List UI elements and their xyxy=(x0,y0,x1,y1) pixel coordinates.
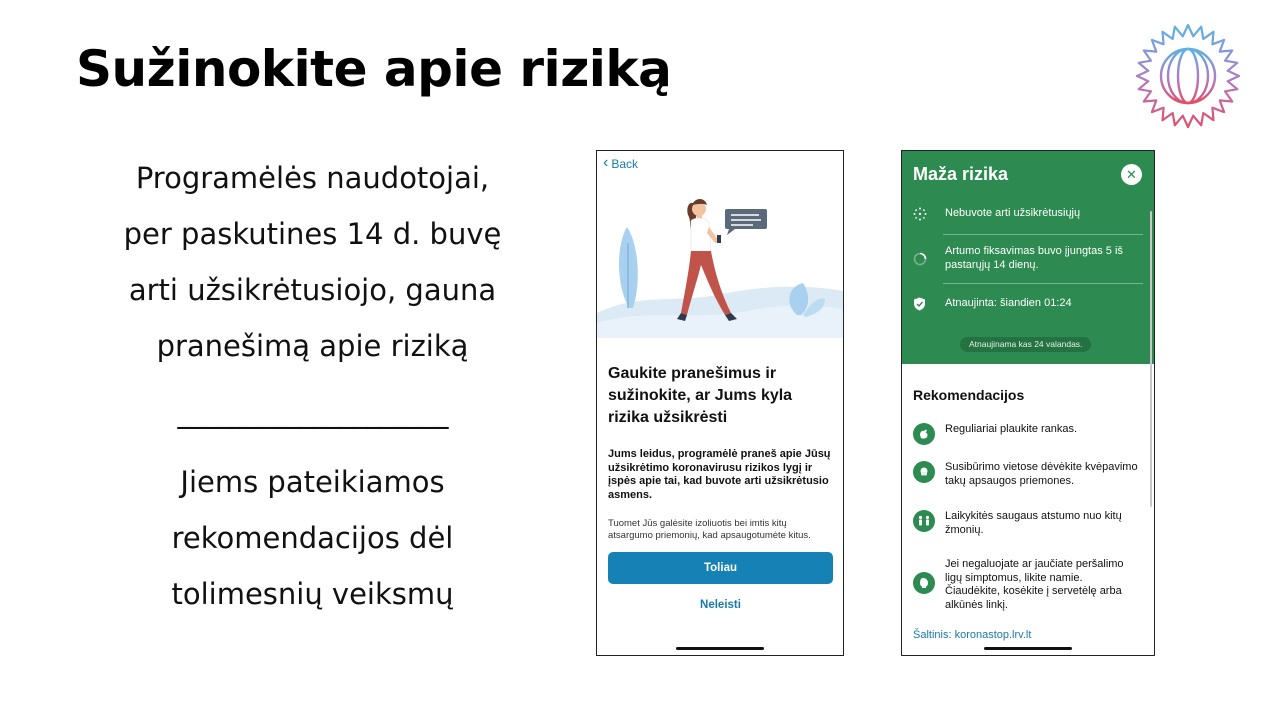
notifications-bold-text: Jums leidus, programėlė praneš apie Jūsų užsikrėtimo koronavirusu rizikos lygį ir įspės apie tai, kad buvote arti užsikrėtusio asmens. xyxy=(608,448,831,501)
deny-button[interactable]: Neleisti xyxy=(700,599,741,611)
face-mask-icon xyxy=(913,461,935,483)
risk-status-panel xyxy=(902,151,1154,364)
text-divider: ____________________ xyxy=(177,395,448,429)
home-indicator xyxy=(676,647,764,650)
description-line: arti užsikrėtusiojo, gauna xyxy=(128,273,497,307)
status-separator xyxy=(943,234,1143,235)
description-line: per paskutines 14 d. buvę xyxy=(123,217,502,251)
description-line: rekomendacijos dėl xyxy=(171,521,454,555)
recommendation-text: Susibūrimo vietose dėvėkite kvėpavimo takų apsaugos priemones. xyxy=(945,461,1138,487)
status-text: Atnaujinta: šiandien 01:24 xyxy=(945,297,1072,309)
recommendation-item xyxy=(913,423,1138,445)
source-link[interactable]: Šaltinis: koronastop.lrv.lt xyxy=(913,629,1032,641)
description-line: Jiems pateikiamos xyxy=(180,465,445,499)
recommendation-item xyxy=(913,510,1138,537)
close-button[interactable] xyxy=(1121,164,1142,185)
status-row xyxy=(913,245,1143,272)
recommendation-item xyxy=(913,461,1138,488)
distance-icon xyxy=(913,510,935,532)
phone-screen-notifications xyxy=(596,150,844,656)
recommendation-text: Jei negaluojate ar jaučiate peršalimo ligų simptomus, likite namie. Čiaudėkite, kosėkite į servetėlę arba alkūnės linkį. xyxy=(945,558,1124,611)
phone-screen-risk xyxy=(901,150,1155,656)
progress-ring-icon xyxy=(913,245,935,272)
close-icon: ✕ xyxy=(1126,167,1137,182)
recommendation-text: Reguliariai plaukite rankas. xyxy=(945,423,1078,435)
notifications-heading: Gaukite pranešimus ir sužinokite, ar Jums kyla rizika užsikrėsti xyxy=(608,365,793,426)
back-link[interactable] xyxy=(603,154,639,171)
status-text: Artumo fiksavimas buvo įjungtas 5 iš pastarųjų 14 dienų. xyxy=(945,245,1123,271)
risk-level-title: Maža rizika xyxy=(913,164,1009,184)
woman-walking-illustration xyxy=(597,183,843,363)
recommendation-item xyxy=(913,558,1138,612)
back-label: Back xyxy=(611,157,639,171)
hand-wash-icon xyxy=(913,423,935,445)
recommendations-title: Rekomendacijos xyxy=(913,387,1025,403)
home-indicator xyxy=(984,647,1072,650)
continue-button[interactable]: Toliau xyxy=(608,552,833,584)
globe-logo-icon xyxy=(1134,22,1242,130)
left-description xyxy=(100,150,525,622)
recommendation-text: Laikykitės saugaus atstumo nuo kitų žmonių. xyxy=(945,510,1122,536)
scrollbar[interactable] xyxy=(1150,211,1152,507)
shield-icon xyxy=(913,297,935,311)
description-line: tolimesnių veiksmų xyxy=(171,577,454,611)
status-row xyxy=(913,297,1143,311)
notifications-small-text: Tuomet Jūs galėsite izoliuotis bei imtis kitų atsargumo priemonių, kad apsaugotumėte kitus. xyxy=(608,518,811,541)
status-row xyxy=(913,207,1143,221)
description-line: pranešimą apie riziką xyxy=(156,329,469,363)
description-line: Programėlės naudotojai, xyxy=(135,161,490,195)
slide-title: Sužinokite apie riziką xyxy=(76,40,672,98)
dots-circle-icon xyxy=(913,207,935,221)
chevron-left-icon: ‹ xyxy=(603,154,609,171)
status-separator xyxy=(943,283,1143,284)
sneeze-icon xyxy=(913,572,935,594)
status-text: Nebuvote arti užsikrėtusiųjų xyxy=(945,207,1081,219)
update-note-badge: Atnaujinama kas 24 valandas. xyxy=(960,337,1091,352)
